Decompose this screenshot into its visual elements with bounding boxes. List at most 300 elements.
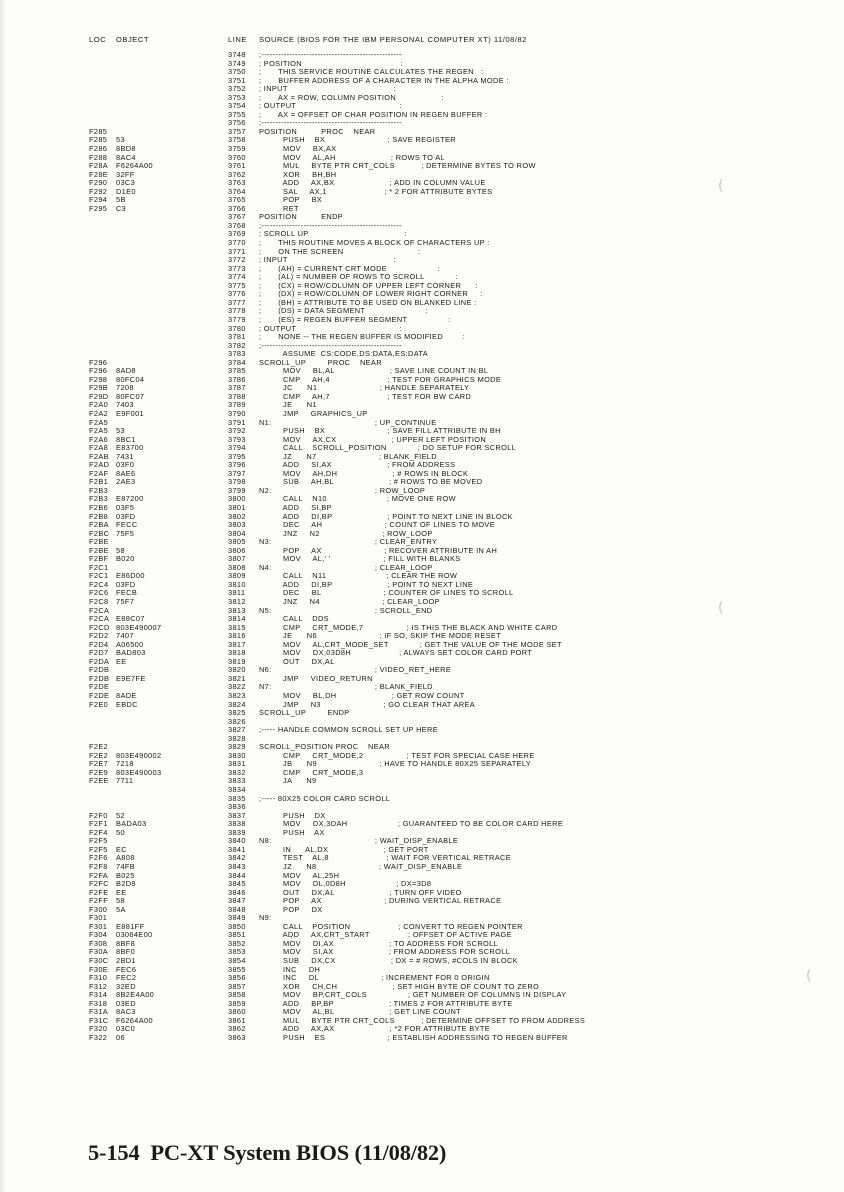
line-number: 3792 — [228, 426, 246, 436]
location-address: F2B8 — [89, 511, 109, 521]
listing-row — [0, 111, 844, 120]
location-address: F2B6 — [89, 502, 109, 512]
source-statement: INC DH — [259, 964, 321, 974]
line-number: 3833 — [228, 776, 246, 786]
line-number: 3856 — [228, 973, 246, 983]
location-address: F295 — [89, 203, 108, 213]
line-number: 3863 — [228, 1032, 246, 1042]
location-address: F2DB — [89, 673, 110, 683]
listing-row — [0, 350, 844, 359]
listing-row — [0, 803, 844, 812]
source-statement: CMP AH,7 ; TEST FOR BW CARD — [259, 391, 472, 401]
source-statement: DEC BL ; COUNTER OF LINES TO SCROLL — [259, 588, 514, 598]
line-number: 3820 — [228, 665, 246, 675]
object-code: 8BF0 — [116, 947, 136, 957]
source-statement: ; (CX) = ROW/COLUMN OF UPPER LEFT CORNER : — [259, 280, 479, 290]
listing-row — [0, 213, 844, 222]
line-number: 3846 — [228, 887, 246, 897]
source-statement: MOV AL,CRT_MODE_SET ; GET THE VALUE OF THE MODE SET — [259, 639, 562, 649]
location-address: F2EE — [89, 776, 109, 786]
line-number: 3843 — [228, 861, 246, 871]
source-statement: OUT DX,AL ; TURN OFF VIDEO — [259, 887, 462, 897]
line-number: 3757 — [228, 126, 246, 136]
object-code: 7403 — [116, 400, 134, 410]
listing-row — [0, 51, 844, 60]
source-statement: JA N9 — [259, 776, 317, 786]
source-statement: JMP VIDEO_RETURN — [259, 673, 373, 683]
source-statement: ;----- HANDLE COMMON SCROLL SET UP HERE — [259, 725, 438, 735]
listing-row — [0, 333, 844, 342]
source-statement: POP BX — [259, 195, 323, 205]
location-address: F285 — [89, 135, 108, 145]
object-code: 03FD — [116, 511, 136, 521]
line-number: 3778 — [228, 306, 246, 316]
line-number: 3855 — [228, 964, 246, 974]
source-statement: JE N6 ; IF SO, SKIP THE MODE RESET — [259, 631, 502, 641]
line-column-heading: LINE — [228, 35, 247, 44]
listing-row — [0, 897, 844, 906]
line-number: 3796 — [228, 460, 246, 470]
location-address: F2B1 — [89, 477, 109, 487]
source-statement: N7: ; BLANK_FIELD — [259, 682, 433, 692]
source-statement: PUSH DX — [259, 810, 326, 820]
line-number: 3765 — [228, 195, 246, 205]
line-number: 3786 — [228, 374, 246, 384]
object-column-heading: OBJECT — [116, 35, 149, 44]
line-number: 3836 — [228, 802, 246, 812]
listing-row — [0, 786, 844, 795]
location-address: F2DA — [89, 656, 110, 666]
source-statement: SUB AH,BL ; # ROWS TO BE MOVED — [259, 477, 483, 487]
source-statement: MOV BL,AL ; SAVE LINE COUNT IN BL — [259, 366, 489, 376]
line-number: 3832 — [228, 767, 246, 777]
object-code: 03C0 — [116, 1024, 136, 1034]
object-code: 03FD — [116, 579, 136, 589]
object-code: B2D8 — [116, 879, 136, 889]
location-address: F2A0 — [89, 400, 109, 410]
source-statement: N8: ; WAIT_DISP_ENABLE — [259, 836, 459, 846]
source-statement: MUL BYTE PTR CRT_COLS ; DETERMINE BYTES TO ROW — [259, 161, 536, 171]
line-number: 3764 — [228, 186, 246, 196]
line-number: 3827 — [228, 725, 246, 735]
object-code: 5A — [116, 904, 126, 914]
source-statement: JZ N8 ; WAIT_DISP_ENABLE — [259, 861, 463, 871]
line-number: 3783 — [228, 349, 246, 359]
line-number: 3770 — [228, 238, 246, 248]
location-address: F298 — [89, 374, 108, 384]
location-address: F285 — [89, 126, 108, 136]
source-statement: MOV DX,3DAH ; GUARANTEED TO BE COLOR CARD HERE — [259, 819, 564, 829]
source-statement: SCROLL_POSITION PROC NEAR — [259, 742, 390, 752]
source-statement: JMP GRAPHICS_UP — [259, 408, 368, 418]
listing-row — [0, 119, 844, 128]
listing-row — [0, 316, 844, 325]
line-number: 3815 — [228, 622, 246, 632]
source-statement: JB N9 ; HAVE TO HANDLE 80X25 SEPARATELY — [259, 759, 532, 769]
location-address: F2BA — [89, 520, 109, 530]
line-number: 3766 — [228, 203, 246, 213]
object-code: EC — [116, 844, 127, 854]
listing-row — [0, 726, 844, 735]
line-number: 3810 — [228, 579, 246, 589]
source-statement: CMP CRT_MODE,2 ; TEST FOR SPECIAL CASE HERE — [259, 750, 535, 760]
object-code: 53 — [116, 135, 125, 145]
listing-row — [0, 735, 844, 744]
location-address: F2F0 — [89, 810, 108, 820]
listing-header — [0, 35, 844, 49]
source-statement: ; OUTPUT : — [259, 101, 402, 111]
source-statement: ;-------------------------------------------------- — [259, 50, 402, 59]
location-address: F301 — [89, 913, 108, 923]
source-statement: MOV DX,03D8H ; ALWAYS SET COLOR CARD PORT — [259, 648, 533, 658]
source-statement: ; INPUT : — [259, 255, 396, 265]
location-address: F2D4 — [89, 639, 109, 649]
location-address: F2C1 — [89, 571, 109, 581]
location-address: F296 — [89, 357, 108, 367]
object-code: E87200 — [116, 494, 144, 504]
object-code: E9F001 — [116, 408, 144, 418]
object-code: B020 — [116, 554, 135, 564]
location-address: F2C8 — [89, 597, 109, 606]
line-number: 3751 — [228, 75, 246, 85]
location-address: F2F8 — [89, 861, 108, 871]
line-number: 3819 — [228, 656, 246, 666]
object-code: 74FB — [116, 861, 136, 871]
source-statement: CALL N11 ; CLEAR THE ROW — [259, 571, 458, 581]
object-code: 803E490003 — [116, 767, 162, 777]
source-statement: MOV AX,CX ; UPPER LEFT POSITION — [259, 434, 487, 444]
object-code: 5B — [116, 195, 126, 205]
source-statement: PUSH ES ; ESTABLISH ADDRESSING TO REGEN BUFFER — [259, 1032, 568, 1042]
source-statement: ;----- 80X25 COLOR CARD SCROLL — [259, 793, 391, 803]
line-number: 3852 — [228, 938, 246, 948]
location-address: F2AF — [89, 468, 109, 478]
source-statement: POP AX ; DURING VERTICAL RETRACE — [259, 896, 502, 906]
location-address: F2F5 — [89, 836, 108, 846]
location-address: F304 — [89, 930, 108, 940]
location-address: F308 — [89, 938, 108, 948]
source-column-heading: SOURCE (BIOS FOR THE IBM PERSONAL COMPUTER XT) 11/08/82 — [259, 35, 527, 44]
source-statement: CMP CRT_MODE,7 ; IS THIS THE BLACK AND WHITE CARD — [259, 622, 558, 632]
location-address: F2BC — [89, 528, 110, 538]
listing-row — [0, 795, 844, 804]
line-number: 3821 — [228, 673, 246, 683]
line-number: 3841 — [228, 844, 246, 854]
line-number: 3762 — [228, 169, 246, 179]
object-code: B025 — [116, 870, 135, 880]
line-number: 3859 — [228, 998, 246, 1008]
object-code: 8AC3 — [116, 1007, 136, 1017]
location-address: F2A5 — [89, 417, 109, 427]
source-statement: N1: ; UP_CONTINUE — [259, 417, 437, 427]
line-number: 3752 — [228, 84, 246, 94]
source-statement: ;-------------------------------------------------- — [259, 220, 402, 230]
line-number: 3826 — [228, 716, 246, 726]
source-statement: JMP N3 ; GO CLEAR THAT AREA — [259, 699, 475, 709]
location-address: F2F6 — [89, 853, 108, 863]
line-number: 3830 — [228, 750, 246, 760]
source-statement: JE N1 — [259, 400, 317, 410]
line-number: 3838 — [228, 819, 246, 829]
line-number: 3749 — [228, 58, 246, 68]
line-number: 3794 — [228, 443, 246, 453]
location-address: F2D2 — [89, 631, 109, 641]
location-address: F288 — [89, 152, 108, 162]
source-statement: ; (ES) = REGEN BUFFER SEGMENT : — [259, 314, 451, 324]
location-address: F318 — [89, 998, 108, 1008]
location-address: F292 — [89, 186, 108, 196]
location-address: F2C6 — [89, 588, 109, 598]
location-address: F314 — [89, 990, 108, 1000]
source-statement: TEST AL,8 ; WAIT FOR VERTICAL RETRACE — [259, 853, 511, 863]
source-statement: ; BUFFER ADDRESS OF A CHARACTER IN THE ALPHA MODE : — [259, 75, 509, 85]
line-number: 3793 — [228, 434, 246, 444]
location-address: F310 — [89, 973, 108, 983]
object-code: F6264A00 — [116, 1015, 153, 1025]
line-number: 3797 — [228, 468, 246, 478]
object-code: 52 — [116, 810, 125, 820]
location-address: F2DE — [89, 691, 110, 701]
object-code: 8B2E4A00 — [116, 990, 155, 1000]
line-number: 3842 — [228, 853, 246, 863]
location-address: F30C — [89, 955, 109, 965]
location-address: F2B3 — [89, 485, 109, 495]
source-statement: OUT DX,AL — [259, 656, 335, 666]
location-address: F2BE — [89, 545, 109, 555]
listing-row — [0, 709, 844, 718]
source-statement: POSITION PROC NEAR — [259, 126, 376, 136]
location-address: F2F5 — [89, 844, 108, 854]
source-statement: ; (AH) = CURRENT CRT MODE : — [259, 263, 440, 273]
object-code: BADA03 — [116, 819, 147, 829]
line-number: 3802 — [228, 511, 246, 521]
source-statement: MOV BL,DH ; GET ROW COUNT — [259, 691, 465, 701]
source-statement: POSITION ENDP — [259, 212, 344, 222]
object-code: 32FF — [116, 169, 135, 179]
line-number: 3835 — [228, 793, 246, 803]
object-code: 7431 — [116, 451, 134, 461]
location-address: F2CA — [89, 605, 110, 615]
listing-row — [0, 205, 844, 214]
location-address: F2DE — [89, 682, 110, 692]
page-footer: 5-154 PC-XT System BIOS (11/08/82) — [88, 1140, 447, 1165]
object-code: 80FC07 — [116, 391, 145, 401]
line-number: 3860 — [228, 1007, 246, 1017]
object-code: F6264A00 — [116, 161, 153, 171]
source-statement: ; THIS ROUTINE MOVES A BLOCK OF CHARACTERS UP : — [259, 238, 490, 248]
source-statement: ADD AX,AX ; *2 FOR ATTRIBUTE BYTE — [259, 1024, 490, 1034]
source-statement: JNZ N4 ; CLEAR_LOOP — [259, 597, 440, 606]
object-code: 53 — [116, 426, 125, 436]
line-number: 3812 — [228, 597, 246, 606]
source-statement: CALL DDS — [259, 614, 329, 624]
location-address: F2C1 — [89, 562, 109, 572]
line-number: 3753 — [228, 92, 246, 102]
line-number: 3808 — [228, 562, 246, 572]
object-code: 03F0 — [116, 460, 135, 470]
object-code: 2BD1 — [116, 955, 136, 965]
line-number: 3763 — [228, 178, 246, 188]
line-number: 3851 — [228, 930, 246, 940]
line-number: 3772 — [228, 255, 246, 265]
source-statement: SCROLL_UP PROC NEAR — [259, 357, 382, 367]
listing-row — [0, 820, 844, 829]
line-number: 3807 — [228, 554, 246, 564]
location-address: F2FA — [89, 870, 109, 880]
source-statement: MOV BP,CRT_COLS ; GET NUMBER OF COLUMNS IN DISPLAY — [259, 990, 567, 1000]
line-number: 3777 — [228, 297, 246, 307]
scan-artifact-mark: ( — [806, 968, 812, 984]
source-statement: MOV AL,BL ; GET LINE COUNT — [259, 1007, 461, 1017]
listing-row — [0, 777, 844, 786]
source-statement: JC N1 ; HANDLE SEPARATELY — [259, 383, 470, 393]
line-number: 3758 — [228, 135, 246, 145]
location-address: F294 — [89, 195, 108, 205]
line-number: 3839 — [228, 827, 246, 837]
line-number: 3818 — [228, 648, 246, 658]
object-code: BAD803 — [116, 648, 146, 658]
source-statement: ;-------------------------------------------------- — [259, 118, 402, 128]
line-number: 3823 — [228, 691, 246, 701]
location-address: F29B — [89, 383, 109, 393]
source-statement: MOV DI,AX ; TO ADDRESS FOR SCROLL — [259, 938, 499, 948]
location-address: F296 — [89, 366, 108, 376]
location-address: F2DB — [89, 665, 110, 675]
location-address: F2C4 — [89, 579, 109, 589]
location-address: F2FE — [89, 887, 109, 897]
scan-artifact-mark: ( — [718, 178, 724, 194]
source-statement: PUSH BX ; SAVE REGISTER — [259, 135, 456, 145]
line-number: 3755 — [228, 109, 246, 119]
object-code: EE — [116, 656, 127, 666]
line-number: 3845 — [228, 879, 246, 889]
location-address: F28A — [89, 161, 109, 171]
line-number: 3750 — [228, 67, 246, 77]
line-number: 3800 — [228, 494, 246, 504]
line-number: 3806 — [228, 545, 246, 555]
source-statement: ; ON THE SCREEN : — [259, 246, 421, 256]
object-code: EBDC — [116, 699, 138, 709]
source-statement: MOV AH,DH ; # ROWS IN BLOCK — [259, 468, 469, 478]
object-code: 8AE6 — [116, 468, 136, 478]
location-address: F2BF — [89, 554, 109, 564]
object-code: FEC2 — [116, 973, 137, 983]
location-address: F2E9 — [89, 767, 109, 777]
line-number: 3828 — [228, 733, 246, 743]
source-statement: ; NONE -- THE REGEN BUFFER IS MODIFIED : — [259, 332, 465, 342]
listing-row — [0, 701, 844, 710]
source-statement: MOV AL,25H — [259, 870, 340, 880]
source-statement: MOV AL,AH ; ROWS TO AL — [259, 152, 445, 162]
line-number: 3799 — [228, 485, 246, 495]
source-statement: IN AL,DX ; GET PORT — [259, 844, 429, 854]
line-number: 3756 — [228, 118, 246, 128]
listing-row — [0, 196, 844, 205]
line-number: 3771 — [228, 246, 246, 256]
line-number: 3831 — [228, 759, 246, 769]
line-number: 3822 — [228, 682, 246, 692]
line-number: 3834 — [228, 785, 246, 795]
source-statement: ADD DI,BP ; POINT TO NEXT LINE IN BLOCK — [259, 511, 513, 521]
line-number: 3813 — [228, 605, 246, 615]
source-statement: N4: ; CLEAR_LOOP — [259, 562, 433, 572]
location-address: F2A5 — [89, 426, 109, 436]
object-code: 50 — [116, 827, 125, 837]
line-number: 3803 — [228, 520, 246, 530]
location-address: F2FF — [89, 896, 109, 906]
object-code: 03ED — [116, 998, 136, 1008]
source-statement: ; AX = OFFSET OF CHAR POSITION IN REGEN BUFFER : — [259, 109, 488, 119]
line-number: 3853 — [228, 947, 246, 957]
line-number: 3779 — [228, 314, 246, 324]
line-number: 3789 — [228, 400, 246, 410]
object-code: 2AE3 — [116, 477, 136, 487]
line-number: 3829 — [228, 742, 246, 752]
location-address: F2FC — [89, 879, 109, 889]
source-statement: XOR CH,CH ; SET HIGH BYTE OF COUNT TO ZERO — [259, 981, 540, 991]
object-code: 03064E00 — [116, 930, 153, 940]
line-number: 3791 — [228, 417, 246, 427]
source-statement: SCROLL_UP ENDP — [259, 708, 350, 718]
line-number: 3773 — [228, 263, 246, 273]
line-number: 3862 — [228, 1024, 246, 1034]
object-code: 32ED — [116, 981, 136, 991]
object-code: 8BD8 — [116, 144, 136, 154]
object-code: 803E490002 — [116, 750, 162, 760]
source-statement: N6: ; VIDEO_RET_HERE — [259, 665, 452, 675]
listing-row — [0, 94, 844, 103]
object-code: FECC — [116, 520, 138, 530]
object-code: 58 — [116, 896, 125, 906]
object-code: FECB — [116, 588, 138, 598]
source-statement: ADD AX,BX ; ADD IN COLUMN VALUE — [259, 178, 486, 188]
source-statement: XOR BH,BH — [259, 169, 337, 179]
listing-row — [0, 77, 844, 86]
object-code: 8BF8 — [116, 938, 136, 948]
object-code: 8AD8 — [116, 366, 136, 376]
listing-row — [0, 1034, 844, 1043]
object-code: E88C07 — [116, 614, 145, 624]
source-statement: INC DL ; INCREMENT FOR 0 ORIGIN — [259, 973, 490, 983]
source-statement: CALL N10 ; MOVE ONE ROW — [259, 494, 456, 504]
object-code: 75F7 — [116, 597, 135, 606]
source-statement: MOV DL,0D8H ; DX=3D8 — [259, 879, 432, 889]
source-statement: ASSUME CS:CODE,DS:DATA,ES:DATA — [259, 349, 429, 359]
source-statement: ADD SI,BP — [259, 502, 332, 512]
line-number: 3848 — [228, 904, 246, 914]
location-address: F320 — [89, 1024, 108, 1034]
object-code: D1E0 — [116, 186, 136, 196]
line-number: 3850 — [228, 921, 246, 931]
source-statement: MUL BYTE PTR CRT_COLS ; DETERMINE OFFSET TO FROM ADDRESS — [259, 1015, 586, 1025]
location-address: F2E2 — [89, 742, 109, 752]
location-address: F31C — [89, 1015, 109, 1025]
location-address: F2F4 — [89, 827, 108, 837]
location-address: F2AD — [89, 460, 110, 470]
location-address: F2CA — [89, 614, 110, 624]
location-address: F2E7 — [89, 759, 109, 769]
object-code: 7711 — [116, 776, 134, 786]
source-statement: MOV BX,AX — [259, 144, 337, 154]
location-address: F2E0 — [89, 699, 109, 709]
object-code: E881FF — [116, 921, 145, 931]
object-code: 80FC04 — [116, 374, 145, 384]
listing-row — [0, 906, 844, 915]
line-number: 3784 — [228, 357, 246, 367]
source-statement: CALL POSITION ; CONVERT TO REGEN POINTER — [259, 921, 523, 931]
source-statement: JNZ N2 ; ROW_LOOP — [259, 528, 433, 538]
line-number: 3754 — [228, 101, 246, 111]
